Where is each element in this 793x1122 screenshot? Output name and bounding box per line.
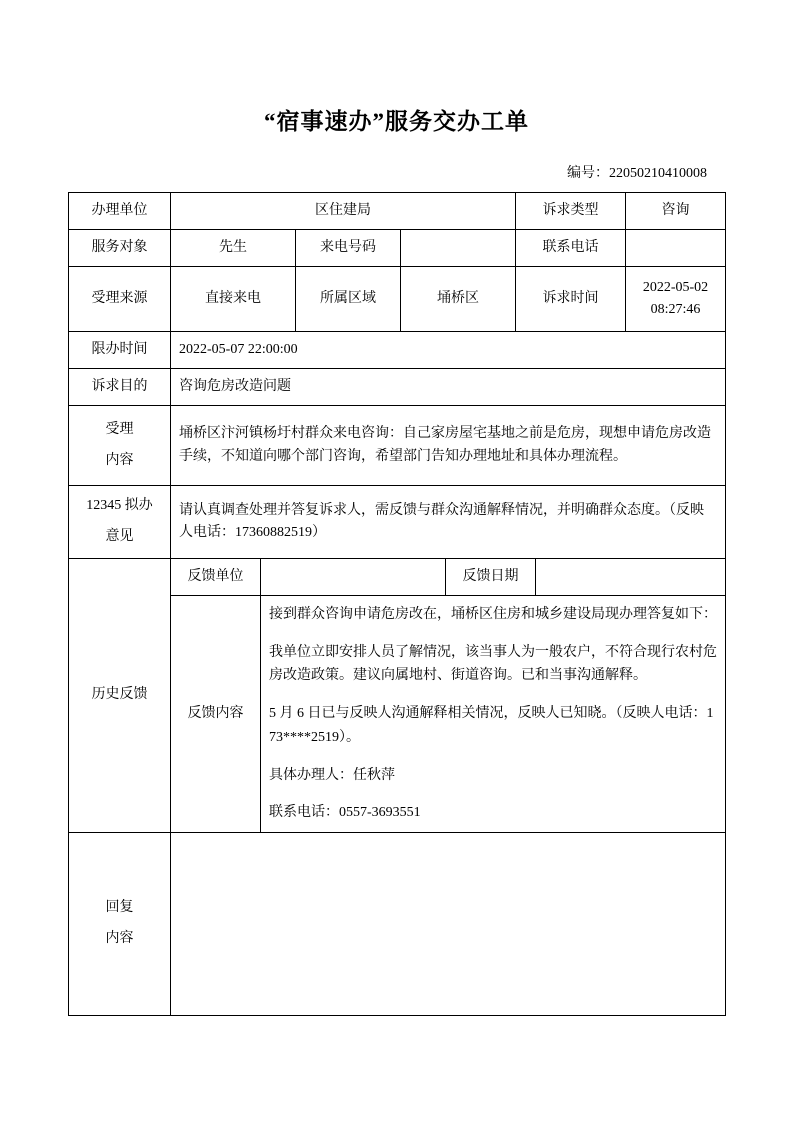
proposed-opinion-label: 12345 拟办 意见 [69,486,171,559]
feedback-content-value [261,596,726,833]
region-value: 埇桥区 [401,267,516,332]
row-service-target [69,230,726,267]
service-target-label: 服务对象 [69,230,171,267]
reply-content-label: 回复 内容 [69,833,171,1016]
service-target-value: 先生 [171,230,296,267]
contact-phone-label: 联系电话 [516,230,626,267]
feedback-paragraph: 我单位立即安排人员了解情况，该当事人为一般农户，不符合现行农村危房改造政策。建议向属地村、街道咨询。已和当事沟通解释。 [269,644,717,684]
handling-unit-value: 区住建局 [171,193,516,230]
appeal-type-label: 诉求类型 [516,193,626,230]
proposed-opinion-value: 请认真调查处理并答复诉求人，需反馈与群众沟通解释情况，并明确群众态度。（反映人电话：17360882519） [171,486,726,559]
doc-number: 编号：22050210410008 [567,166,707,181]
appeal-type-value: 咨询 [626,193,726,230]
deadline-label: 限办时间 [69,332,171,369]
contact-phone-value [626,230,726,267]
reply-content-value [171,833,726,1016]
page-title: “宿事速办”服务交办工单 [264,109,529,134]
appeal-time-date: 2022-05-02 [642,279,709,295]
row-deadline [69,332,726,369]
acceptance-source-value: 直接来电 [171,267,296,332]
feedback-paragraph: 联系电话：0557-3693551 [269,805,421,821]
region-label: 所属区域 [296,267,401,332]
row-history-feedback-header [69,559,726,596]
appeal-purpose-label: 诉求目的 [69,369,171,406]
acceptance-content-value: 埇桥区汴河镇杨圩村群众来电咨询：自己家房屋宅基地之前是危房，现想申请危房改造手续，不知道向哪个部门咨询，希望部门告知办理地址和具体办理流程。 [171,406,726,486]
history-feedback-label: 历史反馈 [69,559,171,833]
handling-unit-label: 办理单位 [69,193,171,230]
row-appeal-purpose [69,369,726,406]
work-order-table [68,192,726,1016]
deadline-value: 2022-05-07 22:00:00 [171,332,726,369]
feedback-paragraph: 接到群众咨询申请危房改在，埇桥区住房和城乡建设局现办理答复如下： [269,606,717,622]
feedback-unit-label: 反馈单位 [171,559,261,596]
feedback-unit-value [261,559,446,596]
acceptance-content-label: 受理 内容 [69,406,171,486]
acceptance-source-label: 受理来源 [69,267,171,332]
feedback-content-label: 反馈内容 [171,596,261,833]
caller-number-label: 来电号码 [296,230,401,267]
feedback-paragraph: 具体办理人：任秋萍 [269,767,395,783]
caller-number-value [401,230,516,267]
appeal-purpose-value: 咨询危房改造问题 [171,369,726,406]
row-proposed-opinion [69,486,726,559]
appeal-time-clock: 08:27:46 [650,302,701,317]
row-handling-unit [69,193,726,230]
row-reply-content [69,833,726,1016]
feedback-date-value [536,559,726,596]
feedback-date-label: 反馈日期 [446,559,536,596]
row-acceptance-content [69,406,726,486]
feedback-paragraph: 5 月 6 日已与反映人沟通解释相关情况，反映人已知晓。（反映人电话：173****2519）。 [269,706,714,745]
row-acceptance-source [69,267,726,332]
appeal-time-label: 诉求时间 [516,267,626,332]
appeal-time-value [626,267,726,332]
